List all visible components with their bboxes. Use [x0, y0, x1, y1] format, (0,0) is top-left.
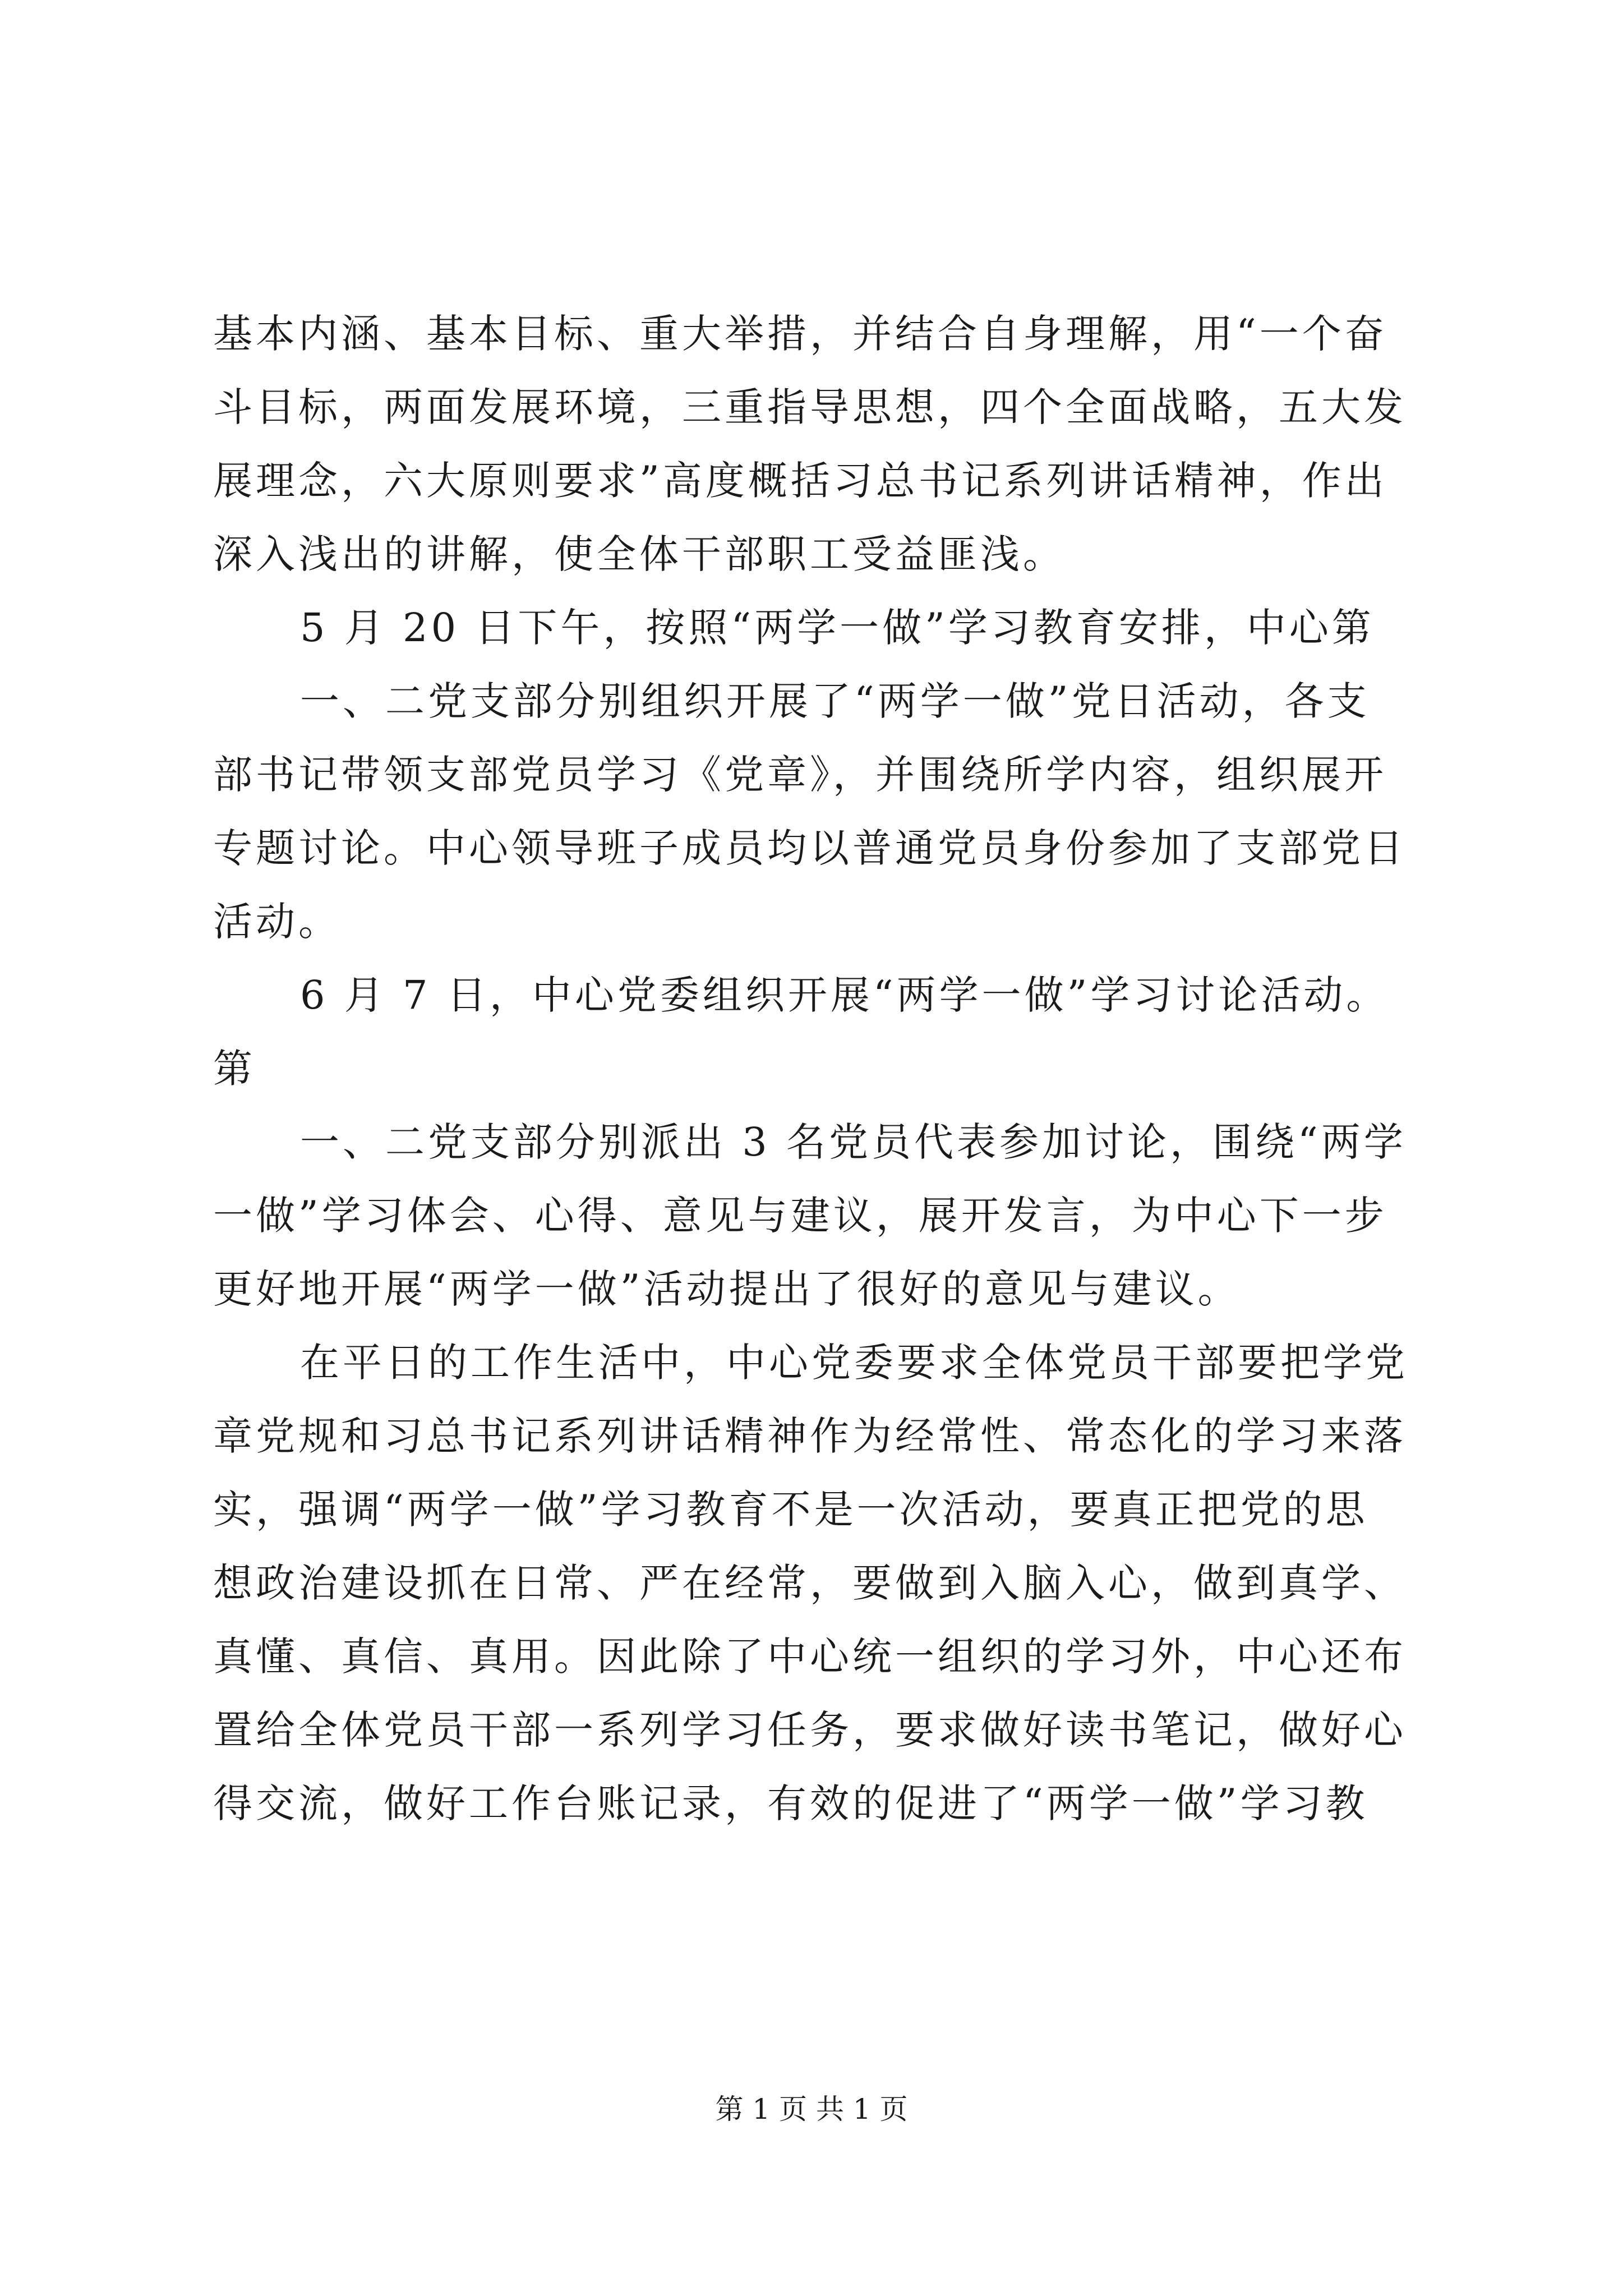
- body-line: 展理念，六大原则要求”高度概括习总书记系列讲话精神，作出: [213, 458, 1387, 504]
- body-line: 第: [213, 1046, 256, 1092]
- body-line: 实，强调“两学一做”学习教育不是一次活动，要真正把党的思: [213, 1487, 1368, 1533]
- body-line: 斗目标，两面发展环境，三重指导思想，四个全面战略，五大发: [213, 384, 1407, 430]
- body-line: 基本内涵、基本目标、重大举措，并结合自身理解，用“一个奋: [213, 311, 1387, 357]
- body-line: 一、二党支部分别组织开展了“两学一做”党日活动，各支: [300, 678, 1370, 724]
- body-line: 想政治建设抓在日常、严在经常，要做到入脑入心，做到真学、: [213, 1560, 1407, 1606]
- body-line: 得交流，做好工作台账记录，有效的促进了“两学一做”学习教: [213, 1780, 1368, 1826]
- page-number-label: 第 1 页 共 1 页: [715, 2093, 908, 2125]
- body-line: 部书记带领支部党员学习《党章》，并围绕所学内容，组织展开: [213, 752, 1387, 798]
- body-line: 5 月 20 日下午，按照“两学一做”学习教育安排，中心第: [300, 605, 1375, 651]
- body-line: 真懂、真信、真用。因此除了中心统一组织的学习外，中心还布: [213, 1634, 1407, 1680]
- body-line: 6 月 7 日，中心党委组织开展“两学一做”学习讨论活动。: [300, 972, 1389, 1018]
- body-line: 专题讨论。中心领导班子成员均以普通党员身份参加了支部党日: [213, 825, 1407, 871]
- page-footer: [0, 2087, 1623, 2127]
- body-line: 一、二党支部分别派出 3 名党员代表参加讨论，围绕“两学: [300, 1119, 1407, 1165]
- body-line: 置给全体党员干部一系列学习任务，要求做好读书笔记，做好心: [213, 1707, 1407, 1753]
- body-line: 一做”学习体会、心得、意见与建议，展开发言，为中心下一步: [213, 1193, 1387, 1239]
- body-line: 在平日的工作生活中，中心党委要求全体党员干部要把学党: [300, 1340, 1408, 1386]
- body-line: 更好地开展“两学一做”活动提出了很好的意见与建议。: [213, 1266, 1241, 1312]
- body-line: 章党规和习总书记系列讲话精神作为经常性、常态化的学习来落: [213, 1413, 1407, 1459]
- document-body: [213, 297, 1413, 1841]
- body-line: 深入浅出的讲解，使全体干部职工受益匪浅。: [213, 531, 1066, 577]
- body-line: 活动。: [213, 899, 341, 945]
